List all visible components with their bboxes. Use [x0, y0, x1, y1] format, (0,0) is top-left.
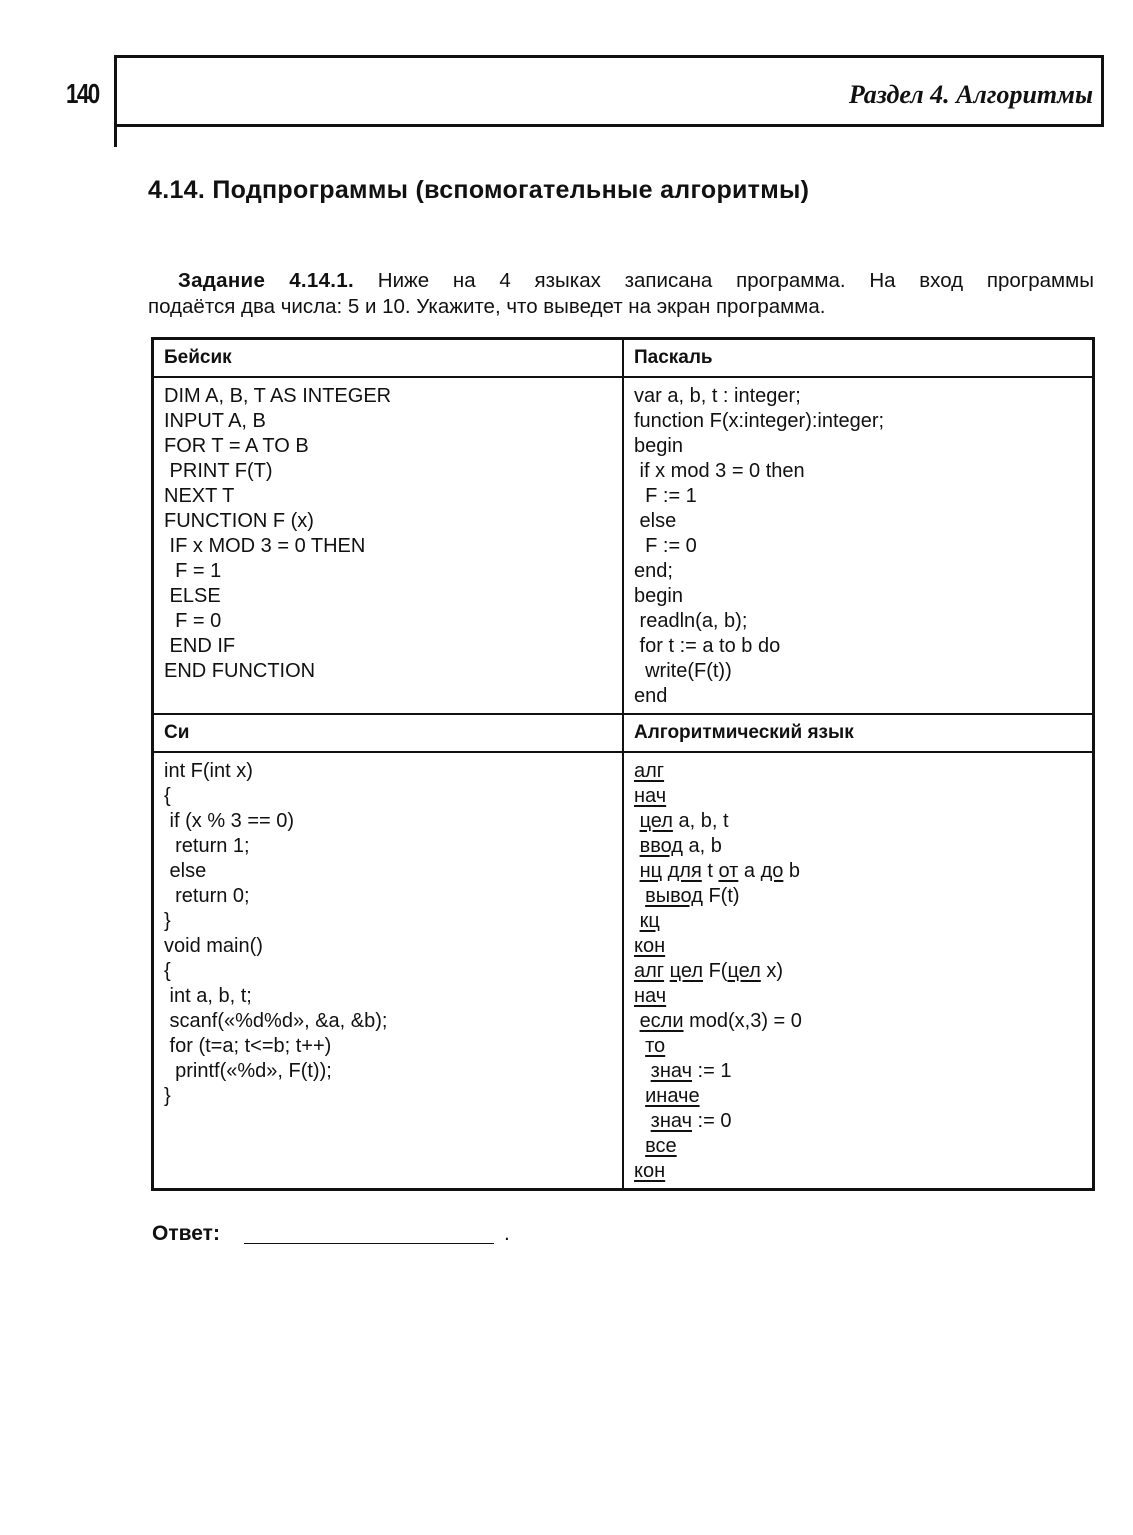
chapter-title: Раздел 4. Алгоритмы: [848, 80, 1093, 109]
page-number: 140: [66, 78, 99, 109]
basic-code: [154, 378, 624, 715]
code-line: begin: [634, 585, 683, 607]
code-line: return 0;: [164, 885, 250, 907]
keyword: иначе: [645, 1085, 700, 1107]
code-line: F := 0: [634, 535, 697, 557]
code-line: else: [634, 510, 677, 532]
code-line: END FUNCTION: [164, 660, 316, 682]
keyword: ввод: [639, 835, 683, 857]
code-line: PRINT F(T): [164, 460, 273, 482]
task-text-1: Ниже на 4 языках записана программа. На вход программы: [377, 269, 1094, 292]
answer-period: .: [504, 1222, 510, 1245]
section-title: 4.14. Подпрограммы (вспомогательные алгоритмы): [148, 176, 810, 204]
keyword: от: [718, 860, 739, 882]
code-text: mod(x,3) = 0: [683, 1010, 802, 1032]
code-line: F := 1: [634, 485, 697, 507]
code-line: INPUT A, B: [164, 410, 266, 432]
code-line: return 1;: [164, 835, 250, 857]
task-line-2: подаётся два числа: 5 и 10. Укажите, что выведет на экран программа.: [148, 295, 826, 318]
code-line: void main(): [164, 935, 263, 957]
code-text: := 0: [692, 1110, 732, 1132]
keyword: знач: [650, 1110, 692, 1132]
code-text: [634, 1035, 645, 1057]
code-line: NEXT T: [164, 485, 235, 507]
code-line: for (t=a; t<=b; t++): [164, 1035, 332, 1057]
keyword: если: [639, 1010, 684, 1032]
keyword: все: [645, 1135, 677, 1157]
keyword: кон: [634, 1160, 666, 1182]
code-line: [634, 1034, 1082, 1059]
code-line: else: [164, 860, 207, 882]
c-header: Си: [154, 715, 624, 753]
code-line: F = 1: [164, 560, 222, 582]
code-line: [634, 909, 1082, 934]
c-code: [154, 753, 624, 1188]
code-line: FOR T = A TO B: [164, 435, 309, 457]
code-line: end;: [634, 560, 673, 582]
code-line: [634, 884, 1082, 909]
code-text: [634, 1110, 651, 1132]
code-text: t: [701, 860, 719, 882]
keyword: вывод: [645, 885, 703, 907]
code-line: function F(x:integer):integer;: [634, 410, 885, 432]
code-line: [634, 1059, 1082, 1084]
code-text: a: [738, 860, 761, 882]
code-line: [634, 1009, 1082, 1034]
code-line: scanf(«%d%d», &a, &b);: [164, 1010, 388, 1032]
task-line-1: [148, 268, 1094, 294]
running-header: [114, 55, 1104, 127]
code-line: readln(a, b);: [634, 610, 748, 632]
code-line: IF x MOD 3 = 0 THEN: [164, 535, 366, 557]
code-line: [634, 1134, 1082, 1159]
pascal-code: [624, 378, 1092, 715]
code-line: var a, b, t : integer;: [634, 385, 801, 407]
keyword: алг: [634, 760, 665, 782]
code-line: [634, 934, 1082, 959]
keyword: кц: [639, 910, 660, 932]
code-line: begin: [634, 435, 683, 457]
keyword: знач: [650, 1060, 692, 1082]
code-line: END IF: [164, 635, 236, 657]
code-line: ELSE: [164, 585, 221, 607]
code-line: DIM A, B, T AS INTEGER: [164, 385, 392, 407]
algo-code: [624, 753, 1092, 1188]
keyword: нц: [639, 860, 663, 882]
code-line: [634, 1084, 1082, 1109]
code-line: }: [164, 910, 171, 932]
keyword: нач: [634, 785, 667, 807]
keyword: цел: [669, 960, 704, 982]
code-line: [634, 959, 1082, 984]
code-text: := 1: [692, 1060, 732, 1082]
code-line: }: [164, 1085, 171, 1107]
code-line: [634, 834, 1082, 859]
code-line: {: [164, 960, 171, 982]
code-line: {: [164, 785, 171, 807]
header-rule: [114, 125, 117, 147]
code-text: F(: [703, 960, 728, 982]
code-line: [634, 859, 1082, 884]
code-line: for t := a to b do: [634, 635, 781, 657]
code-line: [634, 809, 1082, 834]
code-line: write(F(t)): [634, 660, 732, 682]
code-line: printf(«%d», F(t));: [164, 1060, 332, 1082]
code-text: a, b: [682, 835, 722, 857]
code-line: [634, 984, 1082, 1009]
pascal-header: Паскаль: [624, 340, 1092, 378]
basic-header: Бейсик: [154, 340, 624, 378]
keyword: цел: [727, 960, 761, 982]
code-line: end: [634, 685, 668, 707]
keyword: кон: [634, 935, 666, 957]
code-line: [634, 784, 1082, 809]
keyword: цел: [639, 810, 673, 832]
code-line: if (x % 3 == 0): [164, 810, 295, 832]
code-text: b: [783, 860, 801, 882]
keyword: то: [645, 1035, 666, 1057]
code-line: int F(int x): [164, 760, 253, 782]
code-line: if x mod 3 = 0 then: [634, 460, 805, 482]
answer-field[interactable]: [244, 1243, 494, 1244]
keyword: алг: [634, 960, 665, 982]
task-statement: [148, 268, 1094, 320]
answer-label: Ответ:: [152, 1222, 220, 1245]
code-line: int a, b, t;: [164, 985, 252, 1007]
keyword: нач: [634, 985, 667, 1007]
code-text: x): [760, 960, 784, 982]
code-table: [151, 337, 1095, 1191]
code-line: FUNCTION F (x): [164, 510, 314, 532]
code-line: [634, 1109, 1082, 1134]
code-text: F(t): [702, 885, 740, 907]
keyword: для: [667, 860, 702, 882]
code-text: [634, 1085, 645, 1107]
task-label: Задание 4.14.1.: [178, 269, 354, 292]
algo-header: Алгоритмический язык: [624, 715, 1092, 753]
code-text: a, b, t: [672, 810, 729, 832]
code-line: [634, 759, 1082, 784]
code-line: [634, 1159, 1082, 1184]
code-text: [634, 885, 645, 907]
keyword: до: [760, 860, 784, 882]
code-line: F = 0: [164, 610, 222, 632]
code-text: [634, 1060, 651, 1082]
code-text: [634, 1135, 645, 1157]
